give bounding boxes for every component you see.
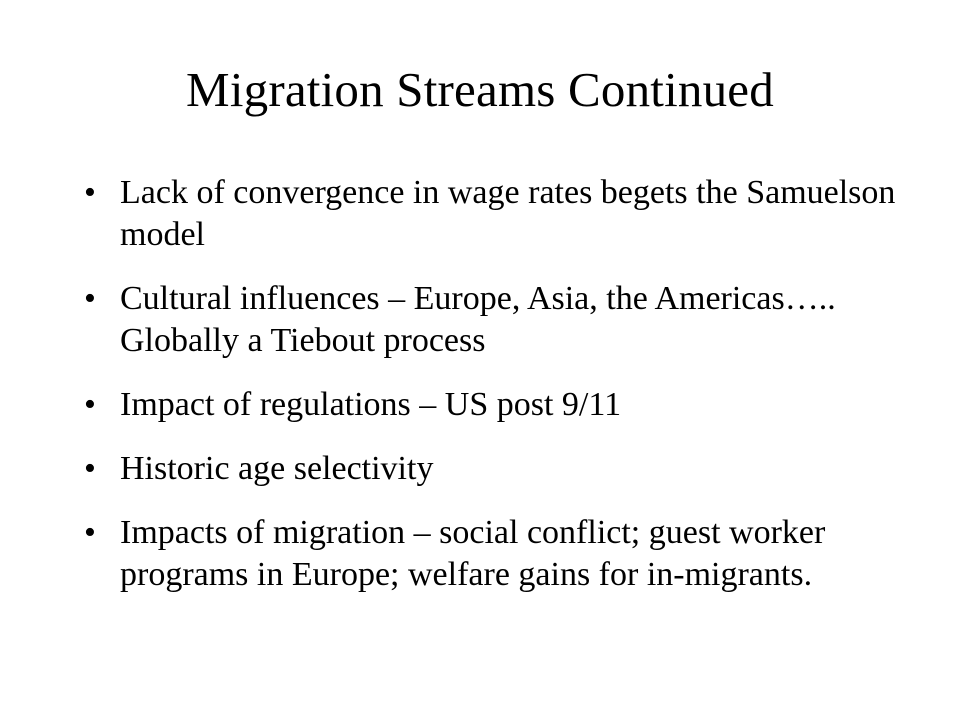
- bullet-marker: •: [84, 280, 96, 317]
- bullet-marker: •: [84, 386, 96, 423]
- bullet-marker: •: [84, 450, 96, 487]
- bullet-marker: •: [84, 514, 96, 551]
- bullet-list: [84, 172, 904, 596]
- bullet-marker: •: [84, 174, 96, 211]
- bullet-item-cultural-influences: [84, 278, 904, 362]
- slide-title: Migration Streams Continued: [186, 62, 774, 117]
- bullet-text: Cultural influences – Europe, Asia, the Americas….. Globally a Tiebout process: [120, 280, 836, 359]
- bullet-text: Impact of regulations – US post 9/11: [120, 386, 622, 423]
- bullet-item-wage-convergence: [84, 172, 904, 256]
- bullet-item-regulations: [84, 384, 904, 426]
- bullet-text: Historic age selectivity: [120, 450, 434, 487]
- bullet-item-impacts: [84, 512, 904, 596]
- bullet-text: Lack of convergence in wage rates begets the Samuelson model: [120, 174, 896, 253]
- bullet-text: Impacts of migration – social conflict; guest worker programs in Europe; welfare gains for in-migrants.: [120, 514, 826, 593]
- bullet-item-age-selectivity: [84, 448, 904, 490]
